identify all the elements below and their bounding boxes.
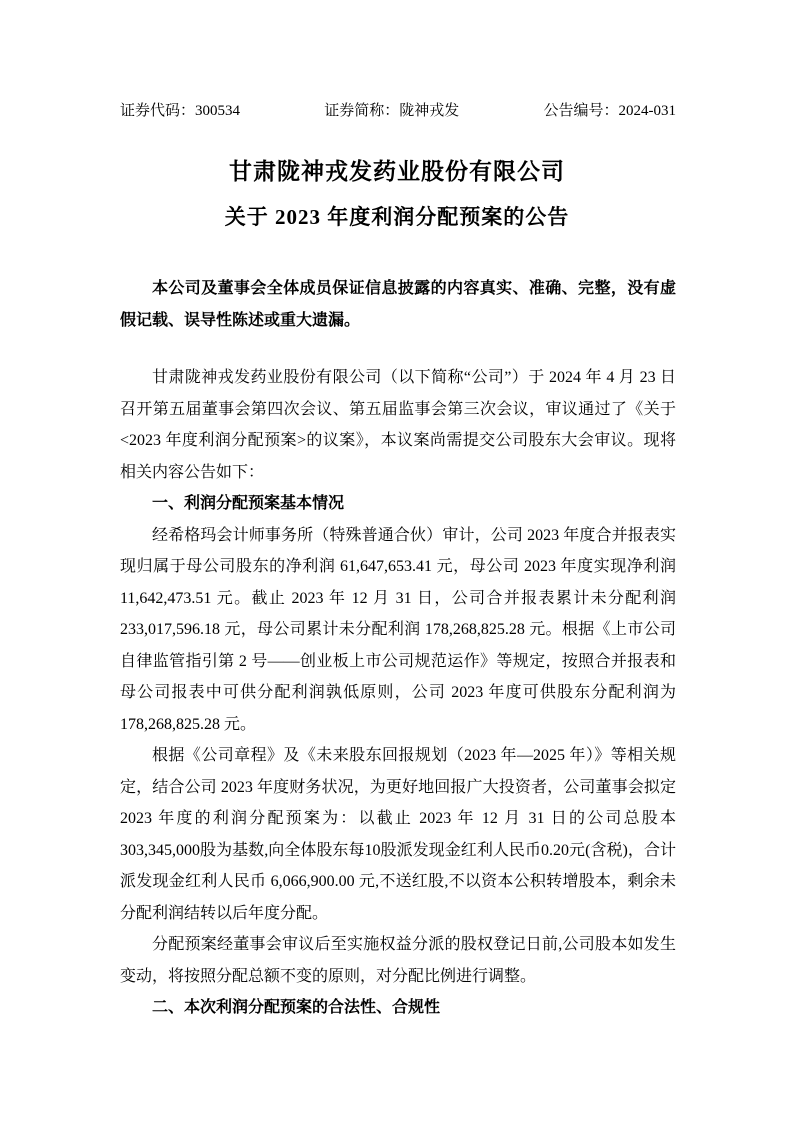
intro-paragraph: 甘肃陇神戎发药业股份有限公司（以下简称“公司”）于 2024 年 4 月 23 日召开第五届董事会第四次会议、第五届监事会第三次会议，审议通过了《关于<2023 年度利润分配预案>的议案》，本议案尚需提交公司股东大会审议。现将相关内容公告如下： (120, 369, 676, 481)
document-header (120, 100, 676, 122)
section-1-paragraph-1: 经希格玛会计师事务所（特殊普通合伙）审计，公司 2023 年度合并报表实现归属于母公司股东的净利润 61,647,653.41 元，母公司 2023 年度实现净利润 11,642,473.51 元。截止 2023 年 12 月 31 日，公司合并报表累计未分配利润 233,017,596.18 元，母公司累计未分配利润 178,268,825.28 元。根据《上市公司自律监管指引第 2 号——创业板上市公司规范运作》等规定，按照合并报表和母公司报表中可供分配利润孰低原则，公司 2023 年度可供股东分配利润为 178,268,825.28 元。 (120, 526, 676, 733)
document-body (120, 362, 676, 1024)
section-1-heading: 一、利润分配预案基本情况 (152, 495, 345, 512)
stock-code-label: 证券代码：300534 (120, 103, 241, 119)
announcement-title: 关于 2023 年度利润分配预案的公告 (224, 205, 570, 229)
disclaimer-paragraph: 本公司及董事会全体成员保证信息披露的内容真实、准确、完整，没有虚假记载、误导性陈述或重大遗漏。 (120, 280, 676, 329)
company-name-title: 甘肃陇神戎发药业股份有限公司 (229, 159, 565, 184)
stock-abbr-label: 证券简称：陇神戎发 (324, 103, 460, 119)
section-2-heading: 二、本次利润分配预案的合法性、合规性 (152, 999, 441, 1016)
section-1-paragraph-3: 分配预案经董事会审议后至实施权益分派的股权登记日前,公司股本如发生变动，将按照分配总额不变的原则，对分配比例进行调整。 (120, 936, 676, 985)
announcement-number-label: 公告编号：2024-031 (543, 103, 676, 119)
section-1-paragraph-2: 根据《公司章程》及《未来股东回报规划（2023 年—2025 年）》等相关规定，结合公司 2023 年度财务状况，为更好地回报广大投资者，公司董事会拟定 2023 年度的利润分配预案为：以截止 2023 年 12 月 31 日的公司总股本 303,345,000股为基数,向全体股东每10股派发现金红利人民币0.20元(含税)，合计派发现金红利人民币 6,066,900.00 元,不送红股,不以资本公积转增股本，剩余未分配利润结转以后年度分配。 (120, 747, 676, 922)
